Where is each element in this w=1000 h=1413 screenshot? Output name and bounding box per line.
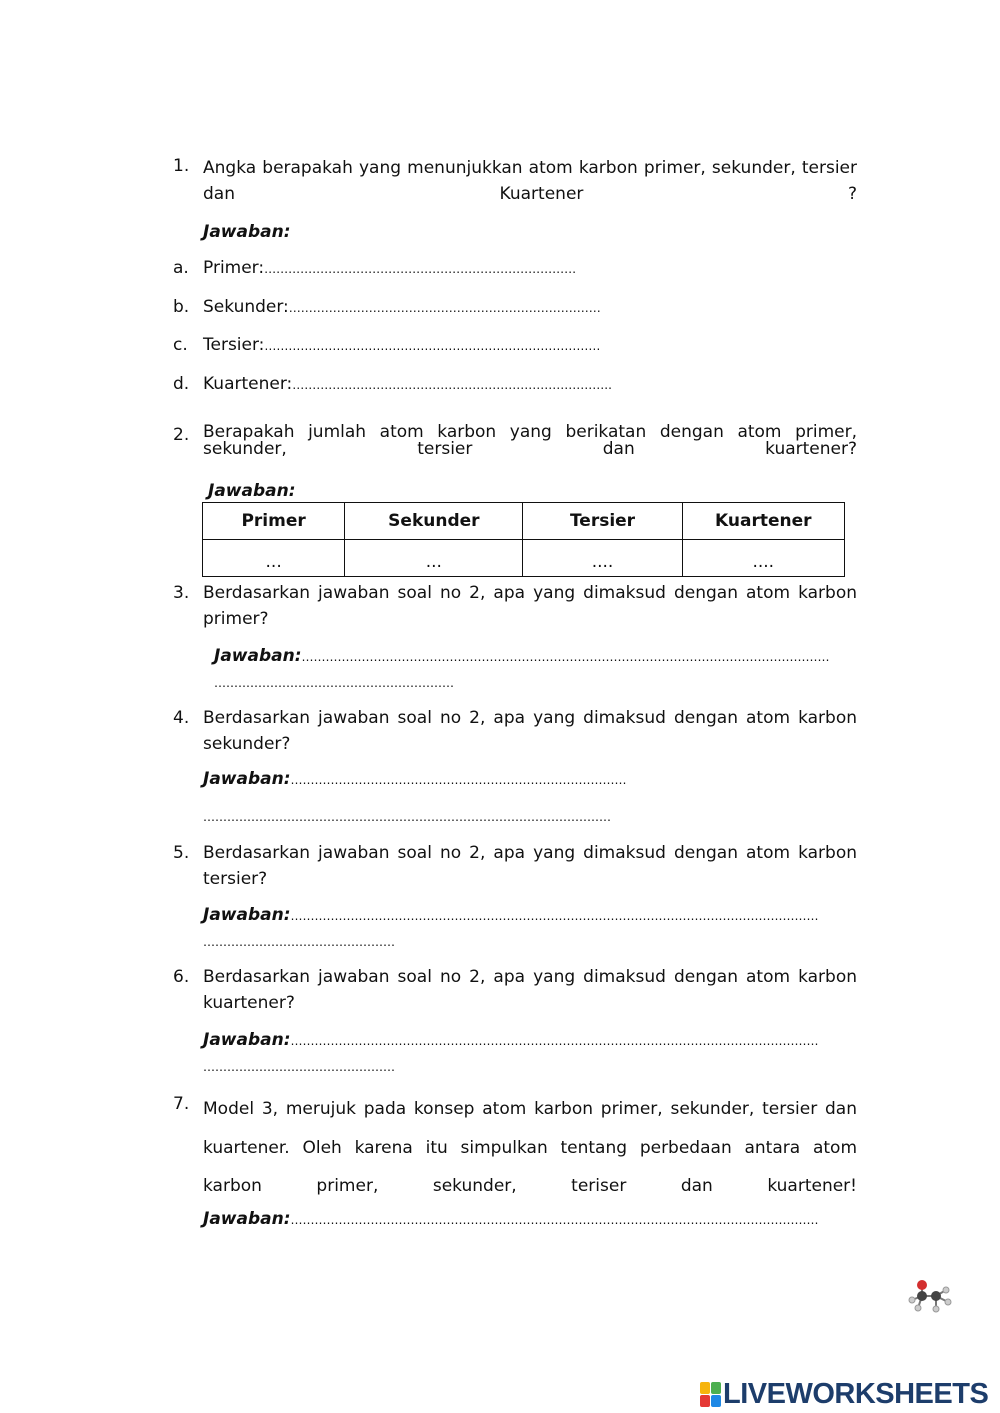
q1-question: Angka berapakah yang menunjukkan atom karbon primer, sekunder, tersier dan Kuartener ? xyxy=(203,158,857,204)
liveworksheets-logo-icon xyxy=(700,1382,721,1407)
q4-number: 4. xyxy=(173,708,190,728)
q5-answer-label: Jawaban: xyxy=(203,905,291,925)
q6-answer-dots-2[interactable]: ………………………………………… xyxy=(203,1060,395,1074)
q6-answer-line xyxy=(203,1030,819,1050)
q7-question: Model 3, merujuk pada konsep atom karbon primer, sekunder, tersier dan kuartener. Oleh karena itu simpulkan tentang perbedaan antara atom karbon primer, sekunder, teriser dan kuartener! xyxy=(203,1099,857,1196)
q2-cell-kuartener[interactable]: .... xyxy=(682,540,844,577)
q3-answer-dots[interactable]: …………………………………………………………………………………………………………………… xyxy=(301,650,830,664)
q6-answer-dots[interactable]: …………………………………………………………………………………………………………………… xyxy=(290,1034,819,1048)
q2-answer-table xyxy=(202,502,845,577)
q3-answer-label: Jawaban: xyxy=(214,646,302,666)
q2-table-answer-row xyxy=(203,540,845,577)
q1-option-b-dots[interactable]: …………………………………………………………………… xyxy=(288,301,601,315)
q1-option-a xyxy=(203,258,576,278)
q2-text xyxy=(203,424,857,458)
q2-answer-label: Jawaban: xyxy=(208,481,296,501)
q4-answer-line xyxy=(203,769,627,789)
q6-text xyxy=(203,964,857,1016)
q3-number: 3. xyxy=(173,583,190,603)
q1-option-c-label: Tersier: xyxy=(203,335,265,355)
q1-option-b-label: Sekunder: xyxy=(203,297,289,317)
logo-square-red xyxy=(700,1395,710,1407)
q7-number: 7. xyxy=(173,1094,190,1114)
q1-answer-label: Jawaban: xyxy=(203,222,291,242)
logo-square-green xyxy=(711,1382,721,1394)
q5-answer-dots-2[interactable]: ………………………………………… xyxy=(203,935,395,949)
q1-option-d-dots[interactable]: …………………………………………………………………….. xyxy=(292,378,612,392)
molecule-icon xyxy=(906,1278,954,1314)
q7-answer-dots[interactable]: …………………………………………………………………………………………………………………… xyxy=(290,1213,819,1227)
logo-square-blue xyxy=(711,1395,721,1407)
liveworksheets-logo[interactable] xyxy=(700,1377,989,1410)
q4-answer-dots[interactable]: ………………………………………………………………………… xyxy=(290,773,627,787)
q7-text xyxy=(203,1090,857,1206)
q1-option-b-letter: b. xyxy=(173,297,190,317)
q6-answer-label: Jawaban: xyxy=(203,1030,291,1050)
q7-answer-label: Jawaban: xyxy=(203,1209,291,1229)
q2-header-tersier: Tersier xyxy=(523,503,682,540)
q2-question: Berapakah jumlah atom karbon yang berikatan dengan atom primer, sekunder, tersier dan kuartener? xyxy=(203,422,857,459)
q3-text xyxy=(203,580,857,632)
q2-header-kuartener: Kuartener xyxy=(682,503,844,540)
q6-question: Berdasarkan jawaban soal no 2, apa yang dimaksud dengan atom karbon kuartener? xyxy=(203,967,857,1013)
q1-option-c-letter: c. xyxy=(173,335,188,355)
q5-number: 5. xyxy=(173,843,190,863)
q4-answer-dots-2[interactable]: ………………………………………………………………………………………… xyxy=(203,810,611,824)
q4-answer-label: Jawaban: xyxy=(203,769,291,789)
q2-cell-primer[interactable]: ... xyxy=(203,540,345,577)
q5-answer-line xyxy=(203,905,819,925)
q2-cell-sekunder[interactable]: ... xyxy=(345,540,523,577)
q1-number: 1. xyxy=(173,156,190,176)
q7-answer-line xyxy=(203,1209,819,1229)
q5-question: Berdasarkan jawaban soal no 2, apa yang dimaksud dengan atom karbon tersier? xyxy=(203,843,857,889)
q1-text xyxy=(203,155,857,207)
q5-answer-dots[interactable]: …………………………………………………………………………………………………………………… xyxy=(290,909,819,923)
q1-option-d xyxy=(203,374,612,394)
q1-option-a-label: Primer: xyxy=(203,258,265,278)
logo-square-yellow xyxy=(700,1382,710,1394)
q2-table-header-row xyxy=(203,503,845,540)
q2-number: 2. xyxy=(173,425,190,445)
q6-number: 6. xyxy=(173,967,190,987)
q1-option-b xyxy=(203,297,601,317)
q2-header-primer: Primer xyxy=(203,503,345,540)
q1-option-d-label: Kuartener: xyxy=(203,374,293,394)
q1-option-c-dots[interactable]: ………………………………………………………………………… xyxy=(264,339,601,353)
q3-question: Berdasarkan jawaban soal no 2, apa yang dimaksud dengan atom karbon primer? xyxy=(203,583,857,629)
q3-answer-dots-2[interactable]: …………………………………………………… xyxy=(214,676,454,690)
q1-option-c xyxy=(203,335,600,355)
q1-option-a-dots[interactable]: …………………………………………………………………… xyxy=(264,262,577,276)
q4-text xyxy=(203,705,857,757)
q4-question: Berdasarkan jawaban soal no 2, apa yang dimaksud dengan atom karbon sekunder? xyxy=(203,708,857,754)
q2-header-sekunder: Sekunder xyxy=(345,503,523,540)
q1-option-d-letter: d. xyxy=(173,374,190,394)
q1-option-a-letter: a. xyxy=(173,258,189,278)
q5-text xyxy=(203,840,857,892)
q3-answer-line xyxy=(214,646,830,666)
q2-cell-tersier[interactable]: .... xyxy=(523,540,682,577)
liveworksheets-brand: LIVEWORKSHEETS xyxy=(723,1377,989,1410)
